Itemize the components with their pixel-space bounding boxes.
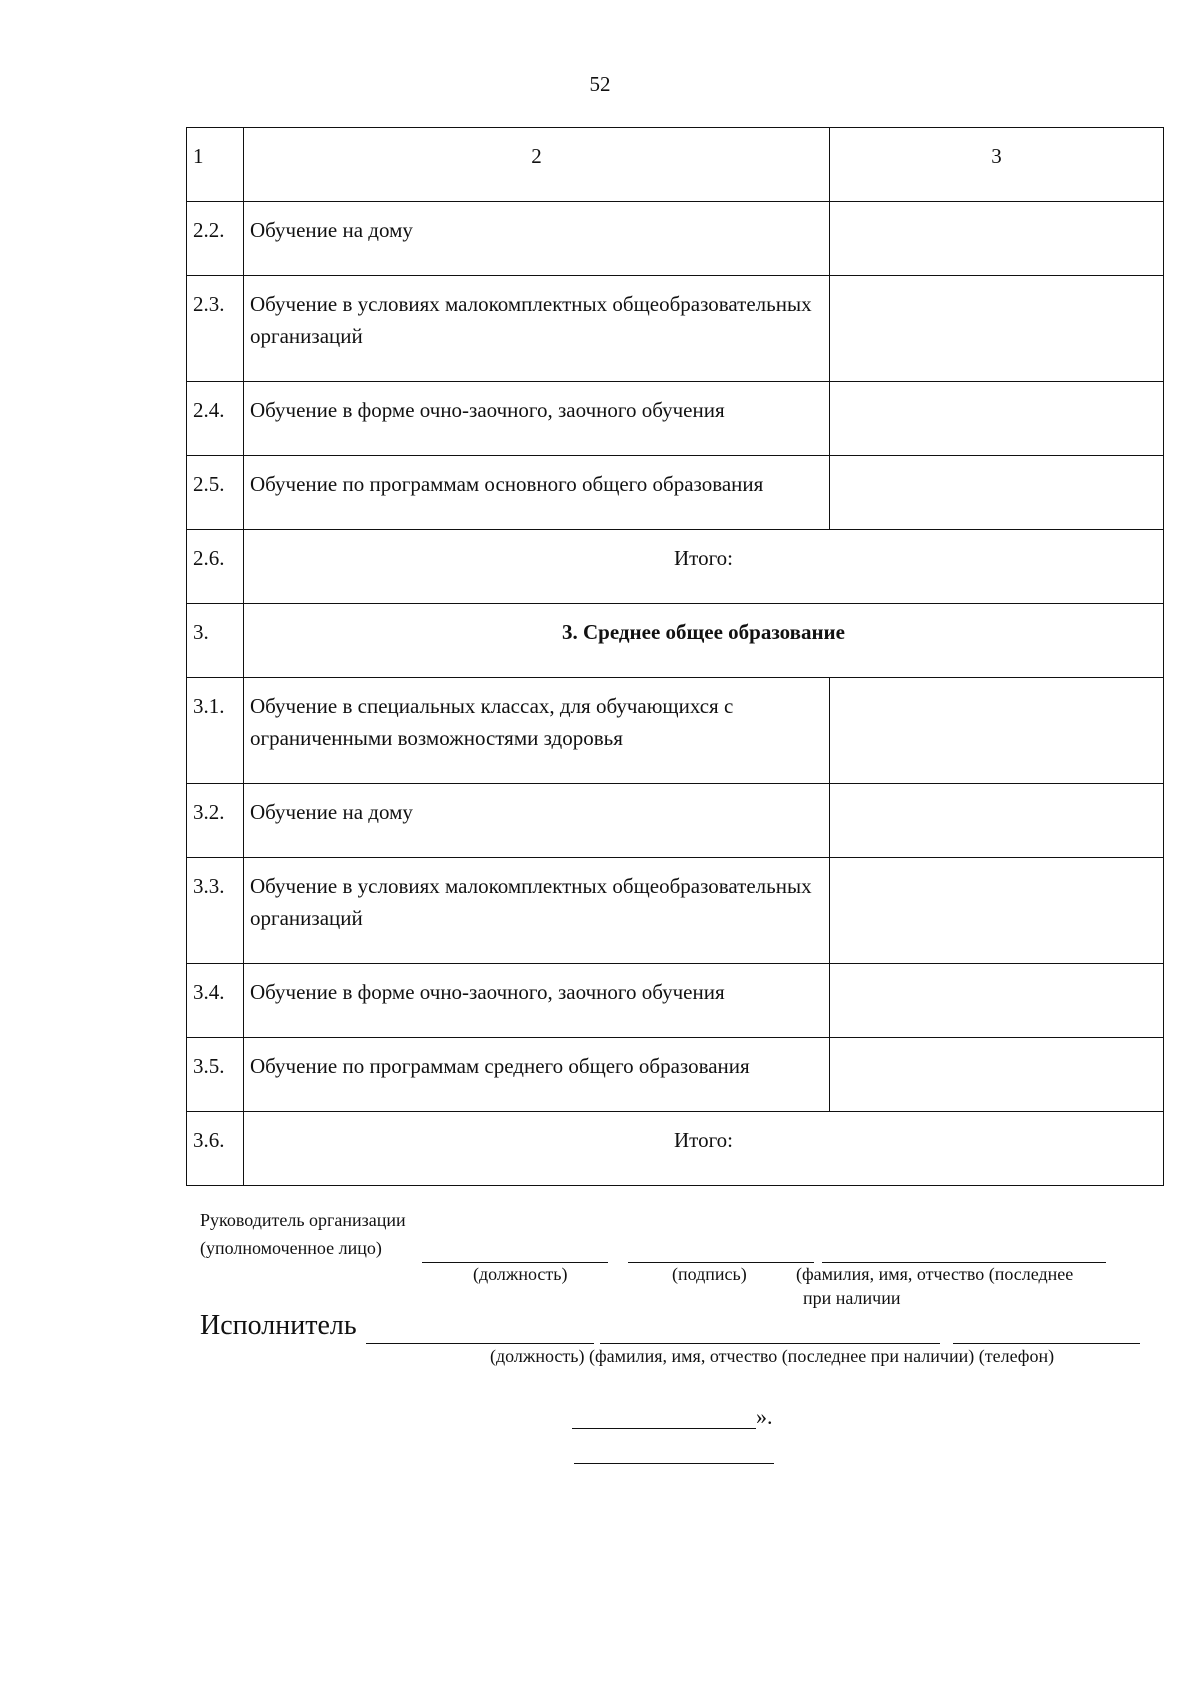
row-value-cell[interactable] xyxy=(830,858,1164,964)
row-number: 2.4. xyxy=(187,382,244,456)
header-cell-1: 1 xyxy=(187,128,244,202)
table-header-row xyxy=(187,128,1164,202)
caption-signature: (подпись) xyxy=(672,1264,747,1284)
executor-phone-line[interactable] xyxy=(953,1343,1140,1344)
executor-label: Исполнитель xyxy=(200,1310,357,1341)
row-description: Обучение в условиях малокомплектных общеобразовательных организаций xyxy=(244,276,830,382)
row-number: 3.3. xyxy=(187,858,244,964)
row-value-cell[interactable] xyxy=(830,964,1164,1038)
header-cell-2: 2 xyxy=(244,128,830,202)
row-number: 3.6. xyxy=(187,1112,244,1186)
row-value-cell[interactable] xyxy=(830,202,1164,276)
row-number: 3.4. xyxy=(187,964,244,1038)
row-description: Обучение в форме очно-заочного, заочного обучения xyxy=(244,964,830,1038)
table-body xyxy=(187,128,1164,1186)
section-title: 3. Среднее общее образование xyxy=(244,604,1164,678)
row-number: 3. xyxy=(187,604,244,678)
report-table xyxy=(186,127,1164,1186)
head-signature-line[interactable] xyxy=(628,1262,814,1263)
row-value-cell[interactable] xyxy=(830,276,1164,382)
row-number: 3.2. xyxy=(187,784,244,858)
row-description: Обучение в условиях малокомплектных общеобразовательных организаций xyxy=(244,858,830,964)
row-number: 2.5. xyxy=(187,456,244,530)
row-number: 2.6. xyxy=(187,530,244,604)
head-fio-line[interactable] xyxy=(822,1262,1106,1263)
row-number: 2.2. xyxy=(187,202,244,276)
page-number: 52 xyxy=(589,72,611,96)
caption-fio-line1: (фамилия, имя, отчество (последнее xyxy=(796,1264,1074,1284)
table-total-row xyxy=(187,1112,1164,1186)
caption-fio-line2: при наличии xyxy=(803,1288,901,1308)
table-row xyxy=(187,1038,1164,1112)
row-value-cell[interactable] xyxy=(830,678,1164,784)
bottom-line[interactable] xyxy=(574,1463,774,1464)
row-description: Обучение на дому xyxy=(244,784,830,858)
caption-position: (должность) xyxy=(473,1264,568,1284)
row-value-cell[interactable] xyxy=(830,382,1164,456)
head-title-line2: (уполномоченное лицо) xyxy=(200,1238,382,1258)
executor-fio-line[interactable] xyxy=(600,1343,940,1344)
table-row xyxy=(187,382,1164,456)
row-number: 3.5. xyxy=(187,1038,244,1112)
row-value-cell[interactable] xyxy=(830,1038,1164,1112)
row-number: 2.3. xyxy=(187,276,244,382)
table-row xyxy=(187,456,1164,530)
table-row xyxy=(187,858,1164,964)
table-row xyxy=(187,964,1164,1038)
row-value-cell[interactable] xyxy=(830,784,1164,858)
table-row xyxy=(187,276,1164,382)
total-label: Итого: xyxy=(244,530,1164,604)
row-value-cell[interactable] xyxy=(830,456,1164,530)
head-title-line1: Руководитель организации xyxy=(200,1210,406,1230)
header-cell-3: 3 xyxy=(830,128,1164,202)
table-row xyxy=(187,784,1164,858)
table-total-row xyxy=(187,530,1164,604)
row-description: Обучение на дому xyxy=(244,202,830,276)
head-position-line[interactable] xyxy=(422,1262,608,1263)
table-row xyxy=(187,678,1164,784)
row-description: Обучение в форме очно-заочного, заочного обучения xyxy=(244,382,830,456)
total-label: Итого: xyxy=(244,1112,1164,1186)
table-section-row xyxy=(187,604,1164,678)
executor-position-line[interactable] xyxy=(366,1343,594,1344)
row-description: Обучение по программам среднего общего образования xyxy=(244,1038,830,1112)
table-row xyxy=(187,202,1164,276)
row-description: Обучение по программам основного общего образования xyxy=(244,456,830,530)
executor-captions: (должность) (фамилия, имя, отчество (последнее при наличии) (телефон) xyxy=(490,1346,1055,1366)
row-number: 3.1. xyxy=(187,678,244,784)
closing-mark: ». xyxy=(756,1404,773,1429)
row-description: Обучение в специальных классах, для обучающихся с ограниченными возможностями здоровья xyxy=(244,678,830,784)
date-line[interactable] xyxy=(572,1428,756,1429)
